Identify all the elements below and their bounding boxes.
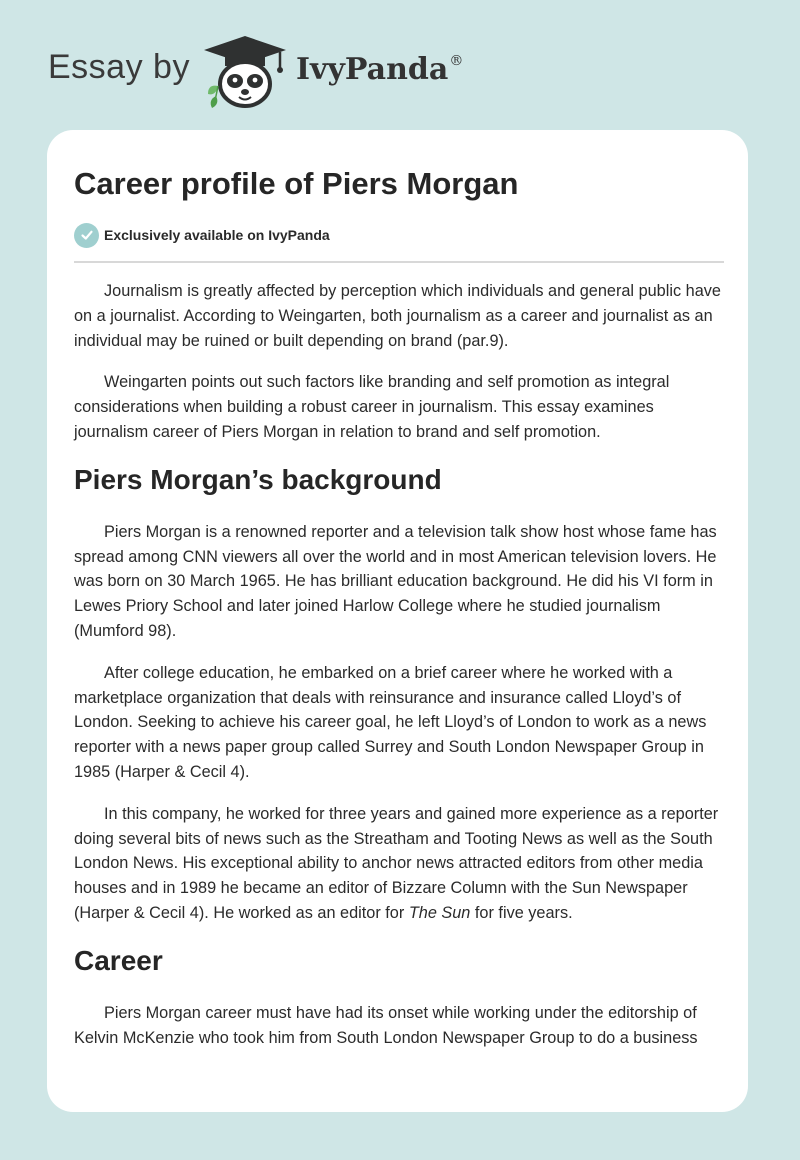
site-header <box>0 0 800 130</box>
paragraph: Piers Morgan career must have had its onset while working under the editorship of Kelvin McKenzie who took him from South London Newspaper Group to do a business <box>74 1003 698 1047</box>
exclusive-badge <box>74 222 330 248</box>
divider <box>74 261 724 263</box>
article-card <box>47 130 748 1112</box>
publication-name: The Sun <box>408 903 471 922</box>
paragraph: After college education, he embarked on a brief career where he worked with a marketplace organization that deals with reinsurance and insurance called Lloyd’s of London. Seeking to achieve his career goal, he left Lloyd’s of London to work as a news reporter with a news paper group called Surrey and South London Newspaper Group in 1985 (Harper & Cecil 4). <box>74 663 707 781</box>
registered-mark: ® <box>449 53 464 69</box>
article-body <box>74 279 724 1067</box>
paragraph: Piers Morgan is a renowned reporter and a television talk show host whose fame has spread among CNN viewers all over the world and in most American television lovers. He was born on 30 March 1965. He has brilliant education background. He did his VI form in Lewes Priory School and later joined Harlow College where he studied journalism (Mumford 98). <box>74 522 717 640</box>
paragraph <box>74 802 724 926</box>
page-title: Career profile of Piers Morgan <box>74 166 519 201</box>
paragraph: Journalism is greatly affected by perception which individuals and general public have on a journalist. According to Weingarten, both journalism as a career and journalist as an individual may be ruined or built depending on brand (par.9). <box>74 282 721 350</box>
check-icon <box>74 223 99 248</box>
brand-name <box>296 52 463 87</box>
essay-by-label: Essay by <box>48 48 190 86</box>
paragraph-text: In this company, he worked for three years and gained more experience as a reporter doing several bits of news such as the Streatham and Tooting News as well as the South London News. His exceptional ability to anchor news attracted editors from other media houses and in 1989 he became an editor of Bizzare Column with the Sun Newspaper (Harper & Cecil 4). He worked as an editor for <box>74 804 719 922</box>
section-heading-background: Piers Morgan’s background <box>74 463 442 495</box>
exclusive-badge-label: Exclusively available on IvyPanda <box>104 227 330 243</box>
section-heading-career: Career <box>74 944 163 976</box>
ivypanda-logo-icon[interactable] <box>200 34 290 110</box>
paragraph: Weingarten points out such factors like branding and self promotion as integral considerations when building a robust career in journalism. This essay examines journalism career of Piers Morgan in relation to brand and self promotion. <box>74 373 670 441</box>
paragraph-text: for five years. <box>470 903 573 922</box>
brand-name-text: IvyPanda <box>296 52 449 87</box>
